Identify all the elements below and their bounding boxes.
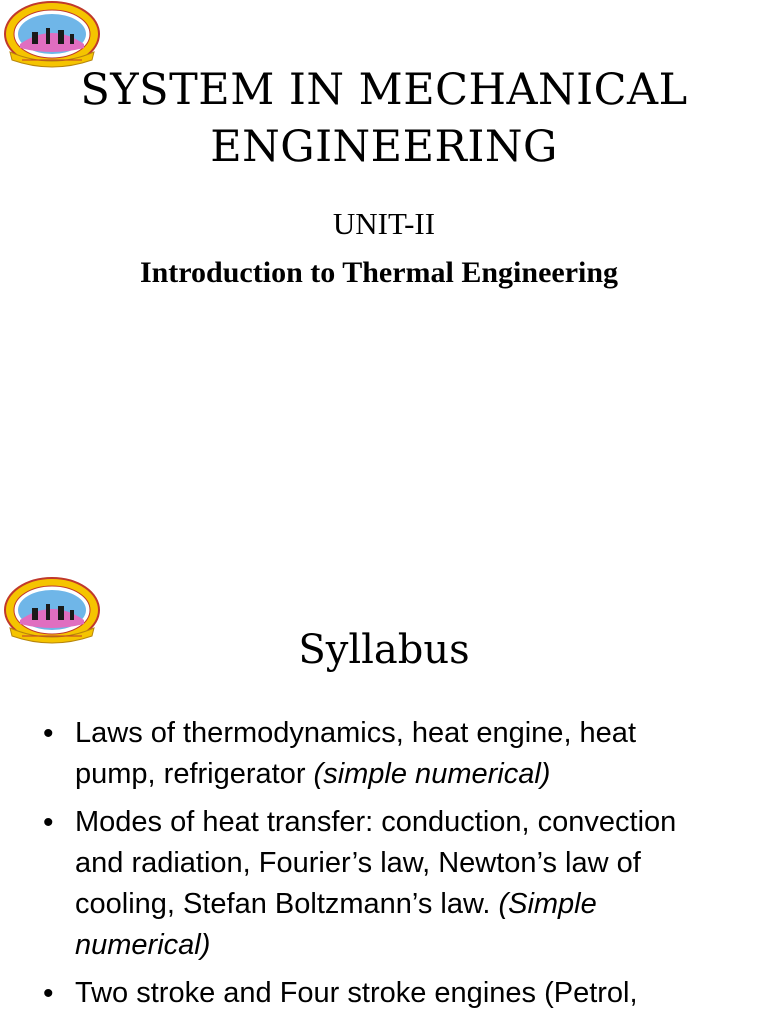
syllabus-heading: Syllabus (298, 627, 470, 673)
list-item-note: (simple numerical) (313, 758, 551, 790)
list-item (0, 973, 768, 1014)
bullet-dot-icon: • (43, 977, 54, 1010)
bullet-dot-icon: • (43, 806, 54, 839)
list-item (0, 713, 768, 795)
bullet-dot-icon: • (43, 717, 54, 750)
slide-title (0, 62, 768, 176)
list-item-note: (Simple numerical) (75, 888, 597, 961)
syllabus-slide (0, 576, 768, 1024)
slide-title-line-2: ENGINEERING (210, 122, 558, 172)
list-item-text: Laws of thermodynamics, heat engine, heat pump, refrigerator (75, 717, 636, 790)
syllabus-list (0, 713, 768, 1021)
list-item-text: Two stroke and Four stroke engines (Petrol, (75, 977, 638, 1009)
unit-label: UNIT-II (332, 206, 436, 241)
slide-subtitle: Introduction to Thermal Engineering (139, 256, 619, 289)
slide-title-line-1: SYSTEM IN MECHANICAL (80, 65, 688, 115)
list-item-text: Modes of heat transfer: conduction, convection and radiation, Fourier’s law, Newton’s law of cooling, Stefan Boltzmann’s law. (75, 806, 677, 920)
list-item (0, 802, 768, 966)
